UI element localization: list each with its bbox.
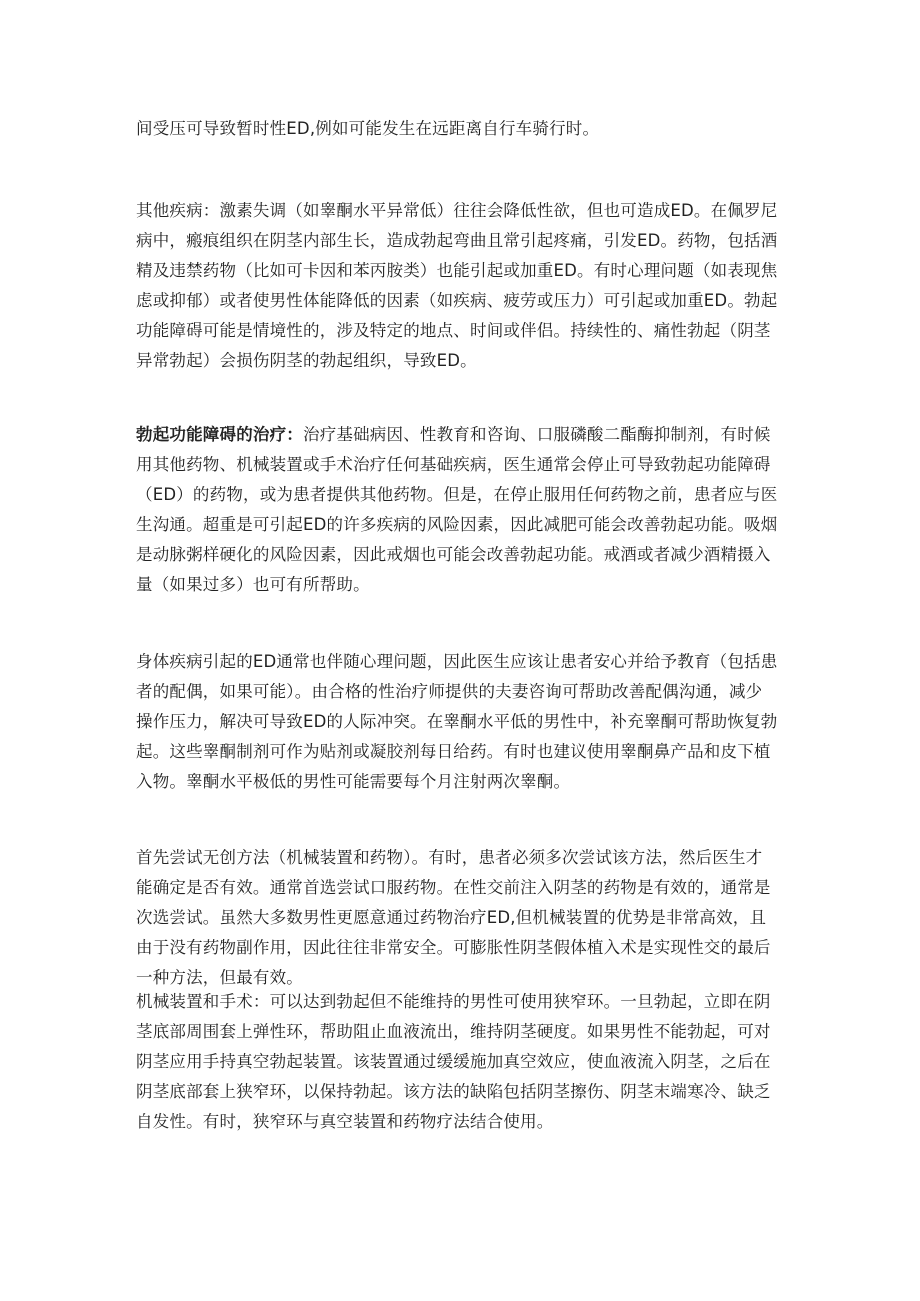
text-line: 起。这些睾酮制剂可作为贴剂或凝胶剂每日给药。有时也建议使用睾酮鼻产品和皮下植 <box>136 742 771 761</box>
text-line: 其他疾病：激素失调（如睾酮水平异常低）往往会降低性欲，但也可造成ED。在佩罗尼 <box>136 201 778 220</box>
text-line: 功能障碍可能是情境性的，涉及特定的地点、时间或伴侣。持续性的、痛性勃起（阴茎 <box>136 321 771 340</box>
text-line: 次选尝试。虽然大多数男性更愿意通过药物治疗ED,但机械装置的优势是非常高效，且 <box>136 908 767 927</box>
text-line: 量（如果过多）也可有所帮助。 <box>136 575 370 594</box>
text-line: 用其他药物、机械装置或手术治疗任何基础疾病，医生通常会停止可导致勃起功能障碍 <box>136 455 771 474</box>
text-line: 操作压力，解决可导致ED的人际冲突。在睾酮水平低的男性中，补充睾酮可帮助恢复勃 <box>136 712 778 731</box>
paragraph-5 <box>136 843 786 993</box>
text-line: 入物。睾酮水平极低的男性可能需要每个月注射两次睾酮。 <box>136 772 571 791</box>
text-line: 自发性。有时，狭窄环与真空装置和药物疗法结合使用。 <box>136 1112 554 1131</box>
text-line: 者的配偶，如果可能）。由合格的性治疗师提供的夫妻咨询可帮助改善配偶沟通，减少 <box>136 682 763 701</box>
text-line: 阴茎应用手持真空勃起装置。该装置通过缓缓施加真空效应，使血液流入阴茎，之后在 <box>136 1052 771 1071</box>
paragraph-4 <box>136 647 786 797</box>
text-line: 异常勃起）会损伤阴茎的勃起组织，导致ED。 <box>136 351 477 370</box>
text-line: 能确定是否有效。通常首选尝试口服药物。在性交前注入阴茎的药物是有效的，通常是 <box>136 878 771 897</box>
text-line: 是动脉粥样硬化的风险因素，因此戒烟也可能会改善勃起功能。戒酒或者减少酒精摄入 <box>136 545 771 564</box>
text-line: 阴茎底部套上狭窄环，以保持勃起。该方法的缺陷包括阴茎擦伤、阴茎末端寒冷、缺乏 <box>136 1082 771 1101</box>
text-line: 由于没有药物副作用，因此往往非常安全。可膨胀性阴茎假体植入术是实现性交的最后 <box>136 938 771 957</box>
section-heading: 勃起功能障碍的治疗： <box>136 425 303 444</box>
text-line: 茎底部周围套上弹性环，帮助阻止血液流出，维持阴茎硬度。如果男性不能勃起，可对 <box>136 1022 771 1041</box>
paragraph-2 <box>136 196 786 376</box>
text-line: 精及违禁药物（比如可卡因和苯丙胺类）也能引起或加重ED。有时心理问题（如表现焦 <box>136 261 778 280</box>
text-line: 首先尝试无创方法（机械装置和药物）。有时，患者必须多次尝试该方法，然后医生才 <box>136 848 763 867</box>
text-line: 机械装置和手术：可以达到勃起但不能维持的男性可使用狭窄环。一旦勃起，立即在阴 <box>136 992 771 1011</box>
paragraph-1 <box>136 114 786 144</box>
paragraph-3 <box>136 420 786 600</box>
text-line: 间受压可导致暂时性ED,例如可能发生在远距离自行车骑行时。 <box>136 119 600 138</box>
text-line: 病中，瘢痕组织在阴茎内部生长，造成勃起弯曲且常引起疼痛，引发ED。药物，包括酒 <box>136 231 778 250</box>
text-line: 身体疾病引起的ED通常也伴随心理问题，因此医生应该让患者安心并给予教育（包括患 <box>136 652 778 671</box>
text-line: 生沟通。超重是可引起ED的许多疾病的风险因素，因此减肥可能会改善勃起功能。吸烟 <box>136 515 778 534</box>
text-fragment: 治疗基础病因、性教育和咨询、口服磷酸二酯酶抑制剂，有时候 <box>303 425 771 444</box>
text-line: 一种方法，但最有效。 <box>136 968 303 987</box>
text-line: 虑或抑郁）或者使男性体能降低的因素（如疾病、疲劳或压力）可引起或加重ED。勃起 <box>136 291 778 310</box>
text-line <box>136 420 786 450</box>
paragraph-6 <box>136 987 786 1137</box>
text-line: （ED）的药物，或为患者提供其他药物。但是，在停止服用任何药物之前，患者应与医 <box>136 485 778 504</box>
